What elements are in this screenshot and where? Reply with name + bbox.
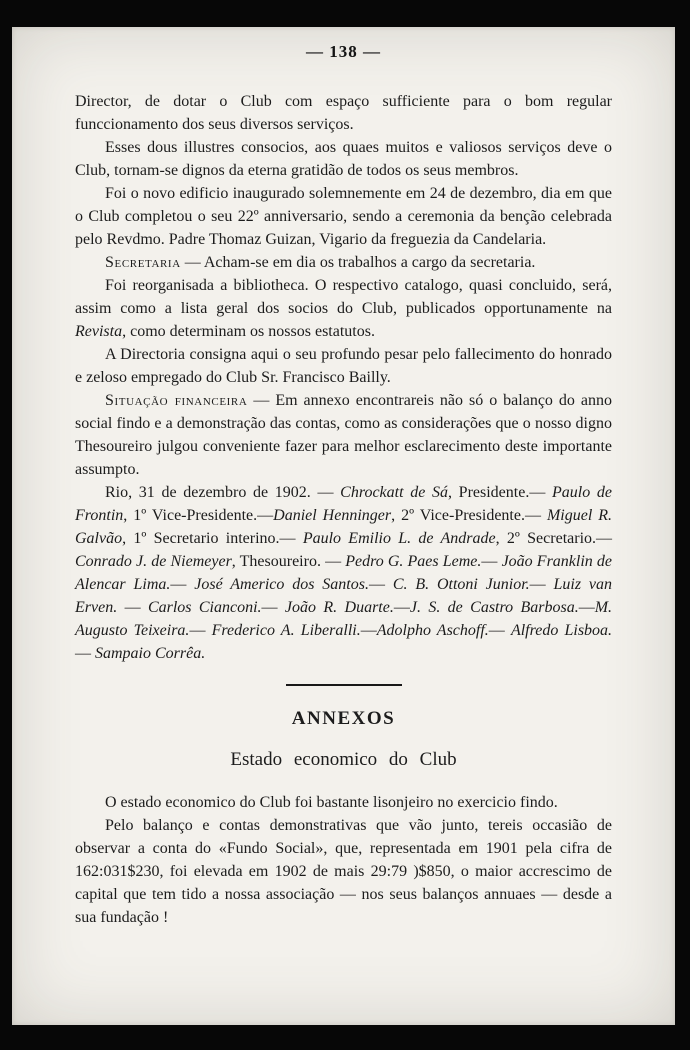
text-segment: Sampaio Corrêa.: [95, 645, 206, 662]
signature-paragraph: [75, 481, 612, 665]
text-segment: Adolpho Aschoff.: [376, 622, 489, 639]
text-segment: — Acham-se em dia os trabalhos a cargo da secretaria.: [180, 254, 536, 271]
text-segment: M. Augusto Teixeira.: [75, 599, 613, 639]
paragraph-fundo-social: [75, 814, 612, 929]
paragraph-secretaria: [75, 251, 612, 274]
text-segment: Director, de dotar o Club com espaço sufficiente para o bom regular funccionamento dos seus diversos serviços.: [75, 93, 612, 133]
text-segment: —: [529, 576, 554, 593]
paragraph-edificio: [75, 182, 612, 251]
text-segment: , como determinam os nossos estatutos.: [122, 323, 375, 340]
text-segment: C. B. Ottoni Junior.: [392, 576, 530, 593]
paragraph-director: [75, 90, 612, 136]
text-segment: Luiz van Erven.: [75, 576, 613, 616]
text-segment: , 2º Secretario.—: [495, 530, 613, 547]
paragraph-consocios: [75, 136, 612, 182]
text-segment: Rio, 31 de dezembro de 1902. —: [105, 484, 341, 501]
text-segment: —: [481, 553, 502, 570]
text-segment: Foi o novo edificio inaugurado solemnemente em 24 de dezembro, dia em que o Club completou o seu 22º anniversario, sendo a ceremonia da benção celebrada pelo Revdmo. Padre Thomaz Guizan, Vigario da freguezia da Candelaria.: [75, 185, 612, 248]
text-segment: , 2º Vice-Presidente.—: [391, 507, 547, 524]
paragraph-fallecimento: [75, 343, 612, 389]
scanned-page: [12, 27, 675, 1025]
text-segment: Frederico A. Liberalli.: [211, 622, 361, 639]
text-segment: Chrockatt de Sá: [340, 484, 448, 501]
text-segment: Paulo Emilio L. de Andrade: [302, 530, 496, 547]
text-segment: , Thesoureiro. —: [231, 553, 346, 570]
text-segment: —: [75, 645, 95, 662]
text-segment: Miguel R. Galvão: [75, 507, 613, 547]
paragraph-bibliotheca: [75, 274, 612, 343]
text-segment: Revista: [75, 323, 123, 340]
text-segment: —: [170, 576, 195, 593]
page-content: [75, 90, 612, 929]
text-segment: João R. Duarte.: [284, 599, 394, 616]
text-segment: —: [488, 622, 511, 639]
text-segment: , Presidente.—: [448, 484, 552, 501]
text-segment: —: [393, 599, 410, 616]
text-segment: Paulo de Frontin: [75, 484, 612, 524]
text-segment: —: [368, 576, 393, 593]
text-segment: Carlos Cianconi.: [147, 599, 262, 616]
paragraph-estado-economico: [75, 791, 612, 814]
text-segment: Alfredo Lisboa.: [510, 622, 613, 639]
text-segment: Pelo balanço e contas demonstrativas que vão junto, tereis occasião de observar a conta do «Fundo Social», que, representada em 1901 pela cifra de 162:031$230, foi elevada em 1902 de mais 29:79 )$850, o maior accrescimo de capital que tem tido a nossa associação — nos seus balanços annuaes — desde a sua fundação !: [75, 817, 612, 926]
annexos-subtitle: Estado economico do Club: [230, 749, 457, 770]
section-divider-rule: [286, 684, 402, 686]
text-segment: José Americo dos Santos.: [194, 576, 369, 593]
page-number: — 138 —: [306, 42, 381, 61]
text-segment: —: [189, 622, 212, 639]
text-segment: , 1º Secretario interino.—: [122, 530, 303, 547]
annexos-title: ANNEXOS: [291, 708, 396, 729]
text-segment: —: [117, 599, 148, 616]
text-segment: O estado economico do Club foi bastante lisonjeiro no exercicio findo.: [105, 794, 558, 811]
text-segment: J. S. de Castro Barbosa.: [409, 599, 579, 616]
text-segment: — Em annexo encontrareis não só o balanço do anno social findo e a demonstração das contas, como as considerações que o nosso digno Thesoureiro julgou conveniente fazer para melhor esclarecimento deste importante assumpto.: [75, 392, 613, 478]
text-segment: Secretaria: [105, 254, 181, 271]
text-segment: Pedro G. Paes Leme.: [345, 553, 482, 570]
text-segment: Foi reorganisada a bibliotheca. O respectivo catalogo, quasi concluido, será, assim como a lista geral dos socios do Club, publicados opportunamente na: [75, 277, 612, 317]
text-segment: Daniel Henninger: [273, 507, 392, 524]
text-segment: A Directoria consigna aqui o seu profundo pesar pelo fallecimento do honrado e zeloso empregado do Club Sr. Francisco Bailly.: [75, 346, 612, 386]
text-segment: Conrado J. de Niemeyer: [75, 553, 232, 570]
text-segment: —: [261, 599, 285, 616]
text-segment: —: [360, 622, 377, 639]
text-segment: —: [578, 599, 595, 616]
text-segment: , 1º Vice-Presidente.—: [123, 507, 274, 524]
text-segment: João Franklin de Alencar Lima.: [75, 553, 613, 593]
text-segment: Esses dous illustres consocios, aos quaes muitos e valiosos serviços deve o Club, tornam-se dignos da eterna gratidão de todos os seus membros.: [75, 139, 612, 179]
text-segment: Situação financeira: [105, 392, 248, 409]
paragraph-situacao-financeira: [75, 389, 612, 481]
